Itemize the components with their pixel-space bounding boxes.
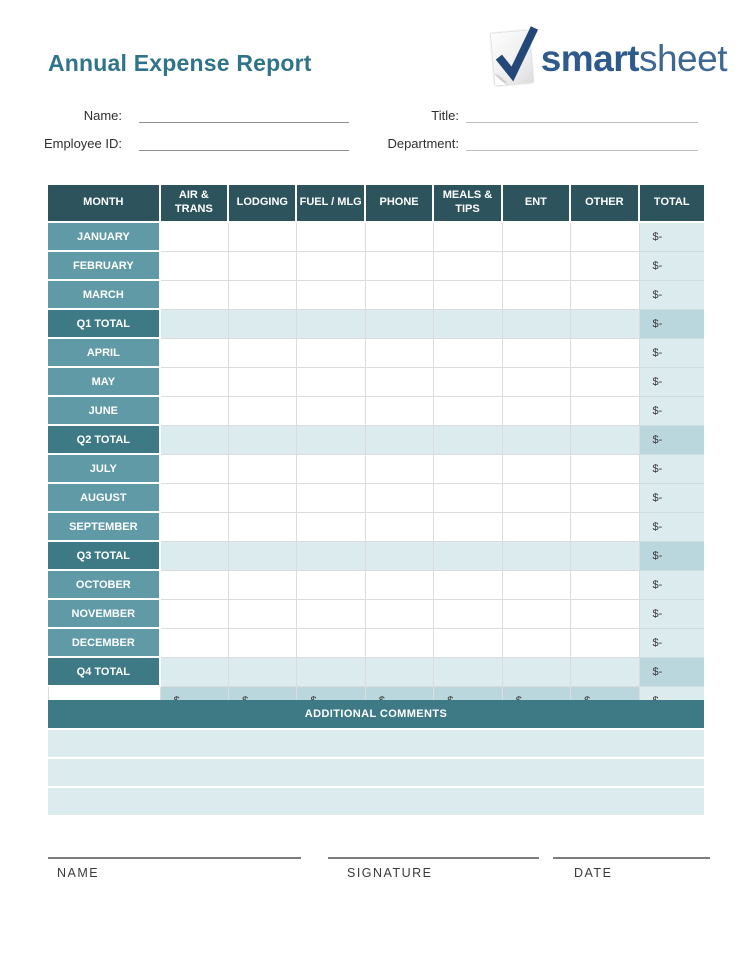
department-field[interactable] <box>466 134 698 151</box>
expense-cell[interactable] <box>366 600 434 629</box>
title-label: Title: <box>431 108 459 123</box>
row-total-cell: $- <box>640 484 704 513</box>
expense-cell <box>434 426 502 455</box>
expense-cell <box>297 310 365 339</box>
expense-cell[interactable] <box>434 484 502 513</box>
expense-cell <box>161 310 229 339</box>
column-header-phone: PHONE <box>366 185 434 223</box>
row-total-cell: $- <box>640 426 704 455</box>
expense-cell[interactable] <box>366 629 434 658</box>
row-total-cell: $- <box>640 397 704 426</box>
expense-cell[interactable] <box>571 571 639 600</box>
expense-cell[interactable] <box>297 455 365 484</box>
expense-cell[interactable] <box>366 252 434 281</box>
expense-cell[interactable] <box>297 223 365 252</box>
expense-cell <box>161 426 229 455</box>
row-total-cell: $- <box>640 658 704 687</box>
title-field[interactable] <box>466 106 698 123</box>
row-label-november: NOVEMBER <box>48 600 161 629</box>
expense-cell[interactable] <box>297 252 365 281</box>
expense-cell[interactable] <box>571 629 639 658</box>
row-label-february: FEBRUARY <box>48 252 161 281</box>
expense-cell[interactable] <box>229 629 297 658</box>
expense-cell[interactable] <box>571 397 639 426</box>
table-row <box>48 310 704 339</box>
comments-row[interactable] <box>48 759 704 786</box>
row-total-cell: $- <box>640 571 704 600</box>
expense-cell <box>366 426 434 455</box>
logo-wordmark <box>540 37 727 79</box>
expense-cell[interactable] <box>366 571 434 600</box>
row-label-january: JANUARY <box>48 223 161 252</box>
expense-cell <box>366 310 434 339</box>
expense-cell[interactable] <box>434 455 502 484</box>
expense-table <box>48 185 704 715</box>
row-label-q3-total: Q3 TOTAL <box>48 542 161 571</box>
expense-cell <box>571 542 639 571</box>
row-total-cell: $- <box>640 281 704 310</box>
row-total-cell: $- <box>640 252 704 281</box>
expense-cell[interactable] <box>503 223 571 252</box>
row-total-cell: $- <box>640 223 704 252</box>
expense-cell[interactable] <box>434 397 502 426</box>
expense-cell[interactable] <box>297 513 365 542</box>
row-total-cell: $- <box>640 310 704 339</box>
row-label-q2-total: Q2 TOTAL <box>48 426 161 455</box>
comments-row[interactable] <box>48 788 704 815</box>
column-header-month: MONTH <box>48 185 161 223</box>
expense-cell[interactable] <box>503 455 571 484</box>
expense-cell[interactable] <box>366 513 434 542</box>
expense-cell[interactable] <box>229 223 297 252</box>
date-line[interactable] <box>553 857 710 859</box>
expense-cell[interactable] <box>571 223 639 252</box>
expense-cell[interactable] <box>434 281 502 310</box>
expense-cell <box>434 310 502 339</box>
expense-cell[interactable] <box>366 484 434 513</box>
table-row <box>48 252 704 281</box>
column-header-fuel-mlg: FUEL / MLG <box>297 185 365 223</box>
expense-cell[interactable] <box>161 455 229 484</box>
expense-cell[interactable] <box>571 513 639 542</box>
row-total-cell: $- <box>640 455 704 484</box>
table-row <box>48 281 704 310</box>
employee-id-field[interactable] <box>139 134 349 151</box>
expense-cell[interactable] <box>503 339 571 368</box>
row-label-december: DECEMBER <box>48 629 161 658</box>
expense-cell[interactable] <box>434 513 502 542</box>
expense-cell[interactable] <box>503 571 571 600</box>
name-footer-label: NAME <box>57 866 100 880</box>
row-label-june: JUNE <box>48 397 161 426</box>
expense-cell[interactable] <box>229 397 297 426</box>
table-row <box>48 368 704 397</box>
row-label-q1-total: Q1 TOTAL <box>48 310 161 339</box>
expense-cell <box>229 542 297 571</box>
name-field[interactable] <box>139 106 349 123</box>
table-row <box>48 484 704 513</box>
expense-cell <box>503 310 571 339</box>
expense-cell[interactable] <box>229 455 297 484</box>
expense-cell[interactable] <box>503 484 571 513</box>
logo-text-sheet: sheet <box>638 37 727 79</box>
expense-cell[interactable] <box>297 600 365 629</box>
column-header-other: OTHER <box>571 185 639 223</box>
expense-cell[interactable] <box>366 397 434 426</box>
expense-cell[interactable] <box>571 281 639 310</box>
page-sheet-icon <box>491 30 533 85</box>
expense-cell <box>161 658 229 687</box>
expense-cell <box>434 542 502 571</box>
expense-cell <box>297 542 365 571</box>
name-label: Name: <box>83 108 122 123</box>
expense-cell[interactable] <box>297 281 365 310</box>
row-label-july: JULY <box>48 455 161 484</box>
expense-cell[interactable] <box>503 281 571 310</box>
expense-cell[interactable] <box>161 339 229 368</box>
table-row <box>48 513 704 542</box>
expense-cell[interactable] <box>161 513 229 542</box>
row-total-cell: $- <box>640 339 704 368</box>
signature-line[interactable] <box>328 857 539 859</box>
expense-cell[interactable] <box>297 397 365 426</box>
signature-footer-label: SIGNATURE <box>347 866 433 880</box>
expense-cell[interactable] <box>571 600 639 629</box>
expense-cell <box>297 658 365 687</box>
row-total-cell: $- <box>640 368 704 397</box>
expense-cell <box>503 658 571 687</box>
expense-cell[interactable] <box>229 281 297 310</box>
expense-cell[interactable] <box>434 571 502 600</box>
expense-cell <box>503 426 571 455</box>
row-label-march: MARCH <box>48 281 161 310</box>
expense-cell[interactable] <box>366 455 434 484</box>
table-row <box>48 629 704 658</box>
expense-cell <box>229 658 297 687</box>
expense-cell[interactable] <box>297 339 365 368</box>
table-row <box>48 542 704 571</box>
expense-cell[interactable] <box>434 252 502 281</box>
table-row <box>48 658 704 687</box>
expense-cell[interactable] <box>161 368 229 397</box>
expense-cell[interactable] <box>571 252 639 281</box>
table-row <box>48 339 704 368</box>
expense-cell[interactable] <box>434 223 502 252</box>
smartsheet-logo <box>493 28 727 88</box>
expense-cell <box>571 310 639 339</box>
column-header-ent: ENT <box>503 185 571 223</box>
expense-cell[interactable] <box>503 252 571 281</box>
expense-cell[interactable] <box>434 600 502 629</box>
expense-cell[interactable] <box>503 513 571 542</box>
expense-cell <box>297 426 365 455</box>
date-footer-label: DATE <box>574 866 613 880</box>
expense-cell[interactable] <box>229 252 297 281</box>
expense-cell <box>229 310 297 339</box>
expense-cell <box>366 542 434 571</box>
expense-cell <box>229 426 297 455</box>
checkmark-icon <box>484 21 545 86</box>
row-total-cell: $- <box>640 513 704 542</box>
additional-comments-section <box>48 700 704 815</box>
expense-cell[interactable] <box>229 484 297 513</box>
employee-id-label: Employee ID: <box>43 136 122 151</box>
column-header-lodging: LODGING <box>229 185 297 223</box>
expense-cell[interactable] <box>297 629 365 658</box>
table-row <box>48 455 704 484</box>
table-row <box>48 571 704 600</box>
expense-cell[interactable] <box>297 571 365 600</box>
expense-cell[interactable] <box>297 368 365 397</box>
expense-cell[interactable] <box>229 600 297 629</box>
expense-table-header <box>48 185 704 223</box>
expense-cell[interactable] <box>161 571 229 600</box>
expense-cell[interactable] <box>229 513 297 542</box>
expense-cell[interactable] <box>366 368 434 397</box>
expense-cell <box>161 542 229 571</box>
expense-cell[interactable] <box>229 339 297 368</box>
page-title: Annual Expense Report <box>48 50 312 76</box>
expense-cell[interactable] <box>503 629 571 658</box>
row-label-october: OCTOBER <box>48 571 161 600</box>
row-label-august: AUGUST <box>48 484 161 513</box>
row-label-september: SEPTEMBER <box>48 513 161 542</box>
expense-cell[interactable] <box>229 571 297 600</box>
expense-cell <box>571 658 639 687</box>
expense-cell[interactable] <box>434 629 502 658</box>
comments-header: ADDITIONAL COMMENTS <box>48 700 704 728</box>
expense-cell[interactable] <box>366 223 434 252</box>
table-row <box>48 397 704 426</box>
expense-cell[interactable] <box>161 397 229 426</box>
expense-cell[interactable] <box>297 484 365 513</box>
column-header-air-trans: AIR & TRANS <box>161 185 229 223</box>
row-total-cell: $- <box>640 600 704 629</box>
expense-cell <box>503 542 571 571</box>
row-label-april: APRIL <box>48 339 161 368</box>
expense-cell[interactable] <box>161 252 229 281</box>
logo-text-smart: smart <box>540 37 639 79</box>
column-header-total: TOTAL <box>640 185 704 223</box>
expense-cell[interactable] <box>161 223 229 252</box>
expense-cell[interactable] <box>571 368 639 397</box>
expense-cell[interactable] <box>161 600 229 629</box>
expense-cell[interactable] <box>571 484 639 513</box>
row-label-q4-total: Q4 TOTAL <box>48 658 161 687</box>
expense-cell[interactable] <box>434 339 502 368</box>
expense-cell[interactable] <box>503 600 571 629</box>
row-label-may: MAY <box>48 368 161 397</box>
expense-cell[interactable] <box>161 629 229 658</box>
expense-cell[interactable] <box>503 368 571 397</box>
expense-cell[interactable] <box>229 368 297 397</box>
expense-cell[interactable] <box>503 397 571 426</box>
name-signature-line[interactable] <box>48 857 301 859</box>
expense-cell <box>434 658 502 687</box>
table-row <box>48 600 704 629</box>
row-total-cell: $- <box>640 542 704 571</box>
expense-cell[interactable] <box>161 281 229 310</box>
expense-cell[interactable] <box>161 484 229 513</box>
expense-cell[interactable] <box>366 281 434 310</box>
expense-cell[interactable] <box>366 339 434 368</box>
expense-cell[interactable] <box>571 339 639 368</box>
row-total-cell: $- <box>640 629 704 658</box>
expense-cell <box>571 426 639 455</box>
column-header-meals-tips: MEALS & TIPS <box>434 185 502 223</box>
expense-cell[interactable] <box>571 455 639 484</box>
department-label: Department: <box>387 136 459 151</box>
table-row <box>48 223 704 252</box>
comments-row[interactable] <box>48 730 704 757</box>
expense-cell[interactable] <box>434 368 502 397</box>
table-row <box>48 426 704 455</box>
expense-cell <box>366 658 434 687</box>
